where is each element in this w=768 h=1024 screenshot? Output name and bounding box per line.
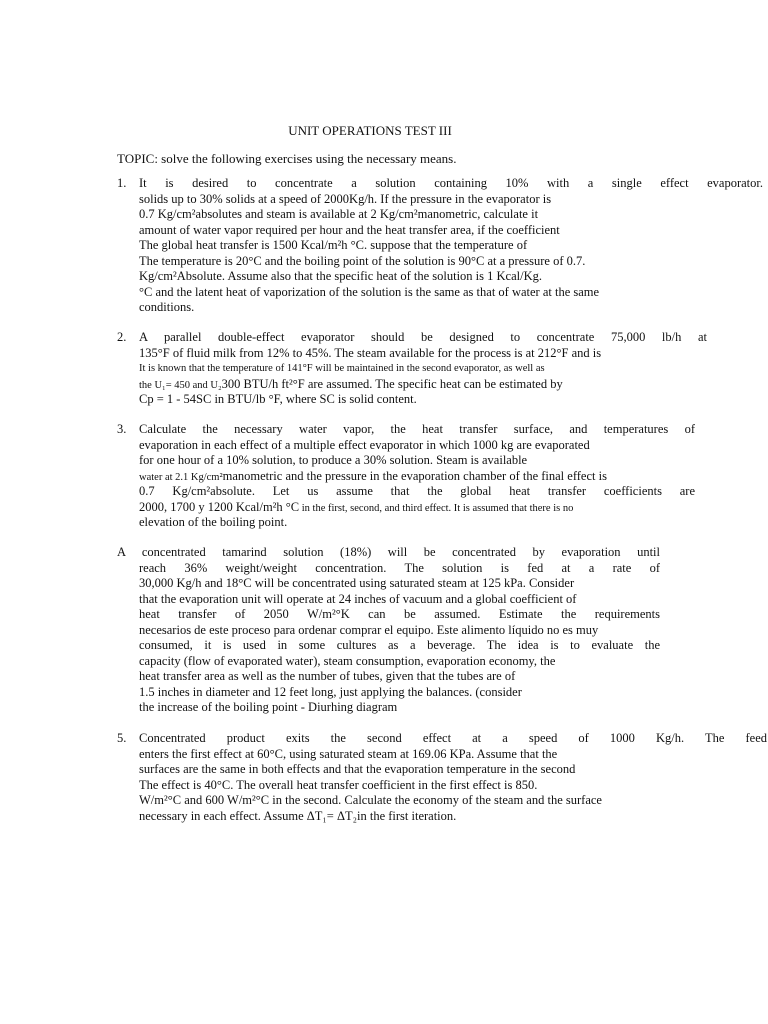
text-line: for one hour of a 10% solution, to produce a 30% solution. Steam is available (139, 453, 528, 467)
text-line: consumed, it is used in some cultures as a beverage. The idea is to evaluate the (139, 638, 660, 652)
document-title: UNIT OPERATIONS TEST III (288, 123, 452, 138)
text-line: 1.5 inches in diameter and 12 feet long, just applying the balances. (consider (139, 684, 522, 699)
text-line: evaporation in each effect of a multiple effect evaporator in which 1000 kg are evaporated (139, 437, 590, 452)
exercise-number: 5. (117, 731, 127, 745)
text-line: It is known that the temperature of 141°F will be maintained in the second evaporator, as well as (139, 363, 545, 374)
topic-line: TOPIC: solve the following exercises using the necessary means. (117, 151, 457, 166)
text-fragment: 2000, 1700 y 1200 Kcal/m²h °C (139, 499, 300, 514)
text-line: °C and the latent heat of vaporization of the solution is the same as that of water at the same (139, 284, 600, 299)
text-line: reach 36% weight/weight concentration. The solution is fed at a rate of (139, 560, 660, 575)
text-fragment: 300 BTU/h ft²°F are assumed. The specific heat can be estimated by (221, 376, 563, 391)
text-line: enters the first effect at 60°C, using saturated steam at 169.06 KPa. Assume that the (139, 746, 558, 761)
text-line: heat transfer of 2050 W/m²°K can be assumed. Estimate the requirements (139, 607, 660, 621)
text-fragment: manometric and the pressure in the evaporation chamber of the final effect is (222, 468, 607, 483)
exercise-4 (117, 545, 660, 716)
text-line: that the evaporation unit will operate at 24 inches of vacuum and a global coefficient of (139, 591, 577, 606)
text-line: Concentrated product exits the second effect at a speed of 1000 Kg/h. The feed (139, 731, 767, 745)
exercise-number: 3. (117, 422, 127, 436)
text-line (139, 500, 695, 516)
exercise-3 (117, 422, 695, 531)
text-line: amount of water vapor required per hour and the heat transfer area, if the coefficient (139, 222, 560, 237)
text-fragment: water at 2.1 Kg/cm² (139, 471, 223, 483)
text-line: the increase of the boiling point - Diurhing diagram (139, 700, 398, 714)
text-line: necesarios de este proceso para ordenar comprar el equipo. Este alimento líquido no es muy (139, 622, 599, 637)
text-line (139, 469, 695, 485)
text-fragment: in the first, second, and third effect. It is assumed that there is no (299, 502, 574, 514)
text-line: W/m²°C and 600 W/m²°C in the second. Calculate the economy of the steam and the surface (139, 793, 602, 807)
text-line: capacity (flow of evaporated water), steam consumption, evaporation economy, the (139, 653, 556, 668)
text-line: Calculate the necessary water vapor, the heat transfer surface, and temperatures of (139, 422, 695, 436)
text-line: Cp = 1 - 54SC in BTU/lb °F, where SC is solid content. (139, 392, 417, 406)
text-line: 0.7 Kg/cm²absolute. Let us assume that the global heat transfer coefficients are (139, 484, 695, 498)
text-line: The global heat transfer is 1500 Kcal/m²h °C. suppose that the temperature of (139, 238, 528, 252)
exercise-5 (117, 731, 767, 824)
text-line: It is desired to concentrate a solution containing 10% with a single effect evaporator. (139, 176, 763, 190)
text-line: heat transfer area as well as the number of tubes, given that the tubes are of (139, 669, 516, 683)
text-line: The effect is 40°C. The overall heat transfer coefficient in the first effect is 850. (139, 777, 538, 792)
text-line: conditions. (139, 300, 195, 314)
text-line: Kg/cm²Absolute. Assume also that the specific heat of the solution is 1 Kcal/Kg. (139, 269, 542, 283)
text-line: elevation of the boiling point. (139, 515, 288, 529)
text-line: 0.7 Kg/cm²absolutes and steam is available at 2 Kg/cm²manometric, calculate it (139, 207, 539, 221)
text-line: necessary in each effect. Assume ΔT₁= ΔT₂in the first iteration. (139, 808, 457, 823)
exercise-number: 2. (117, 330, 127, 344)
text-line: A parallel double-effect evaporator should be designed to concentrate 75,000 lb/h at (139, 330, 707, 344)
text-fragment: the U₁= 450 and U₂ (139, 379, 222, 391)
text-line: 30,000 Kg/h and 18°C will be concentrated using saturated steam at 125 kPa. Consider (139, 576, 575, 590)
text-line: solids up to 30% solids at a speed of 2000Kg/h. If the pressure in the evaporator is (139, 191, 552, 206)
text-line: The temperature is 20°C and the boiling point of the solution is 90°C at a pressure of 0.7. (139, 253, 586, 268)
exercise-number: 1. (117, 176, 127, 190)
text-line (139, 377, 707, 393)
text-line: 135°F of fluid milk from 12% to 45%. The steam available for the process is at 212°F and is (139, 345, 602, 360)
exercise-1 (117, 176, 763, 316)
text-line: A concentrated tamarind solution (18%) will be concentrated by evaporation until (117, 545, 660, 559)
text-line: surfaces are the same in both effects and that the evaporation temperature in the second (139, 762, 576, 776)
exercise-2 (117, 330, 707, 408)
